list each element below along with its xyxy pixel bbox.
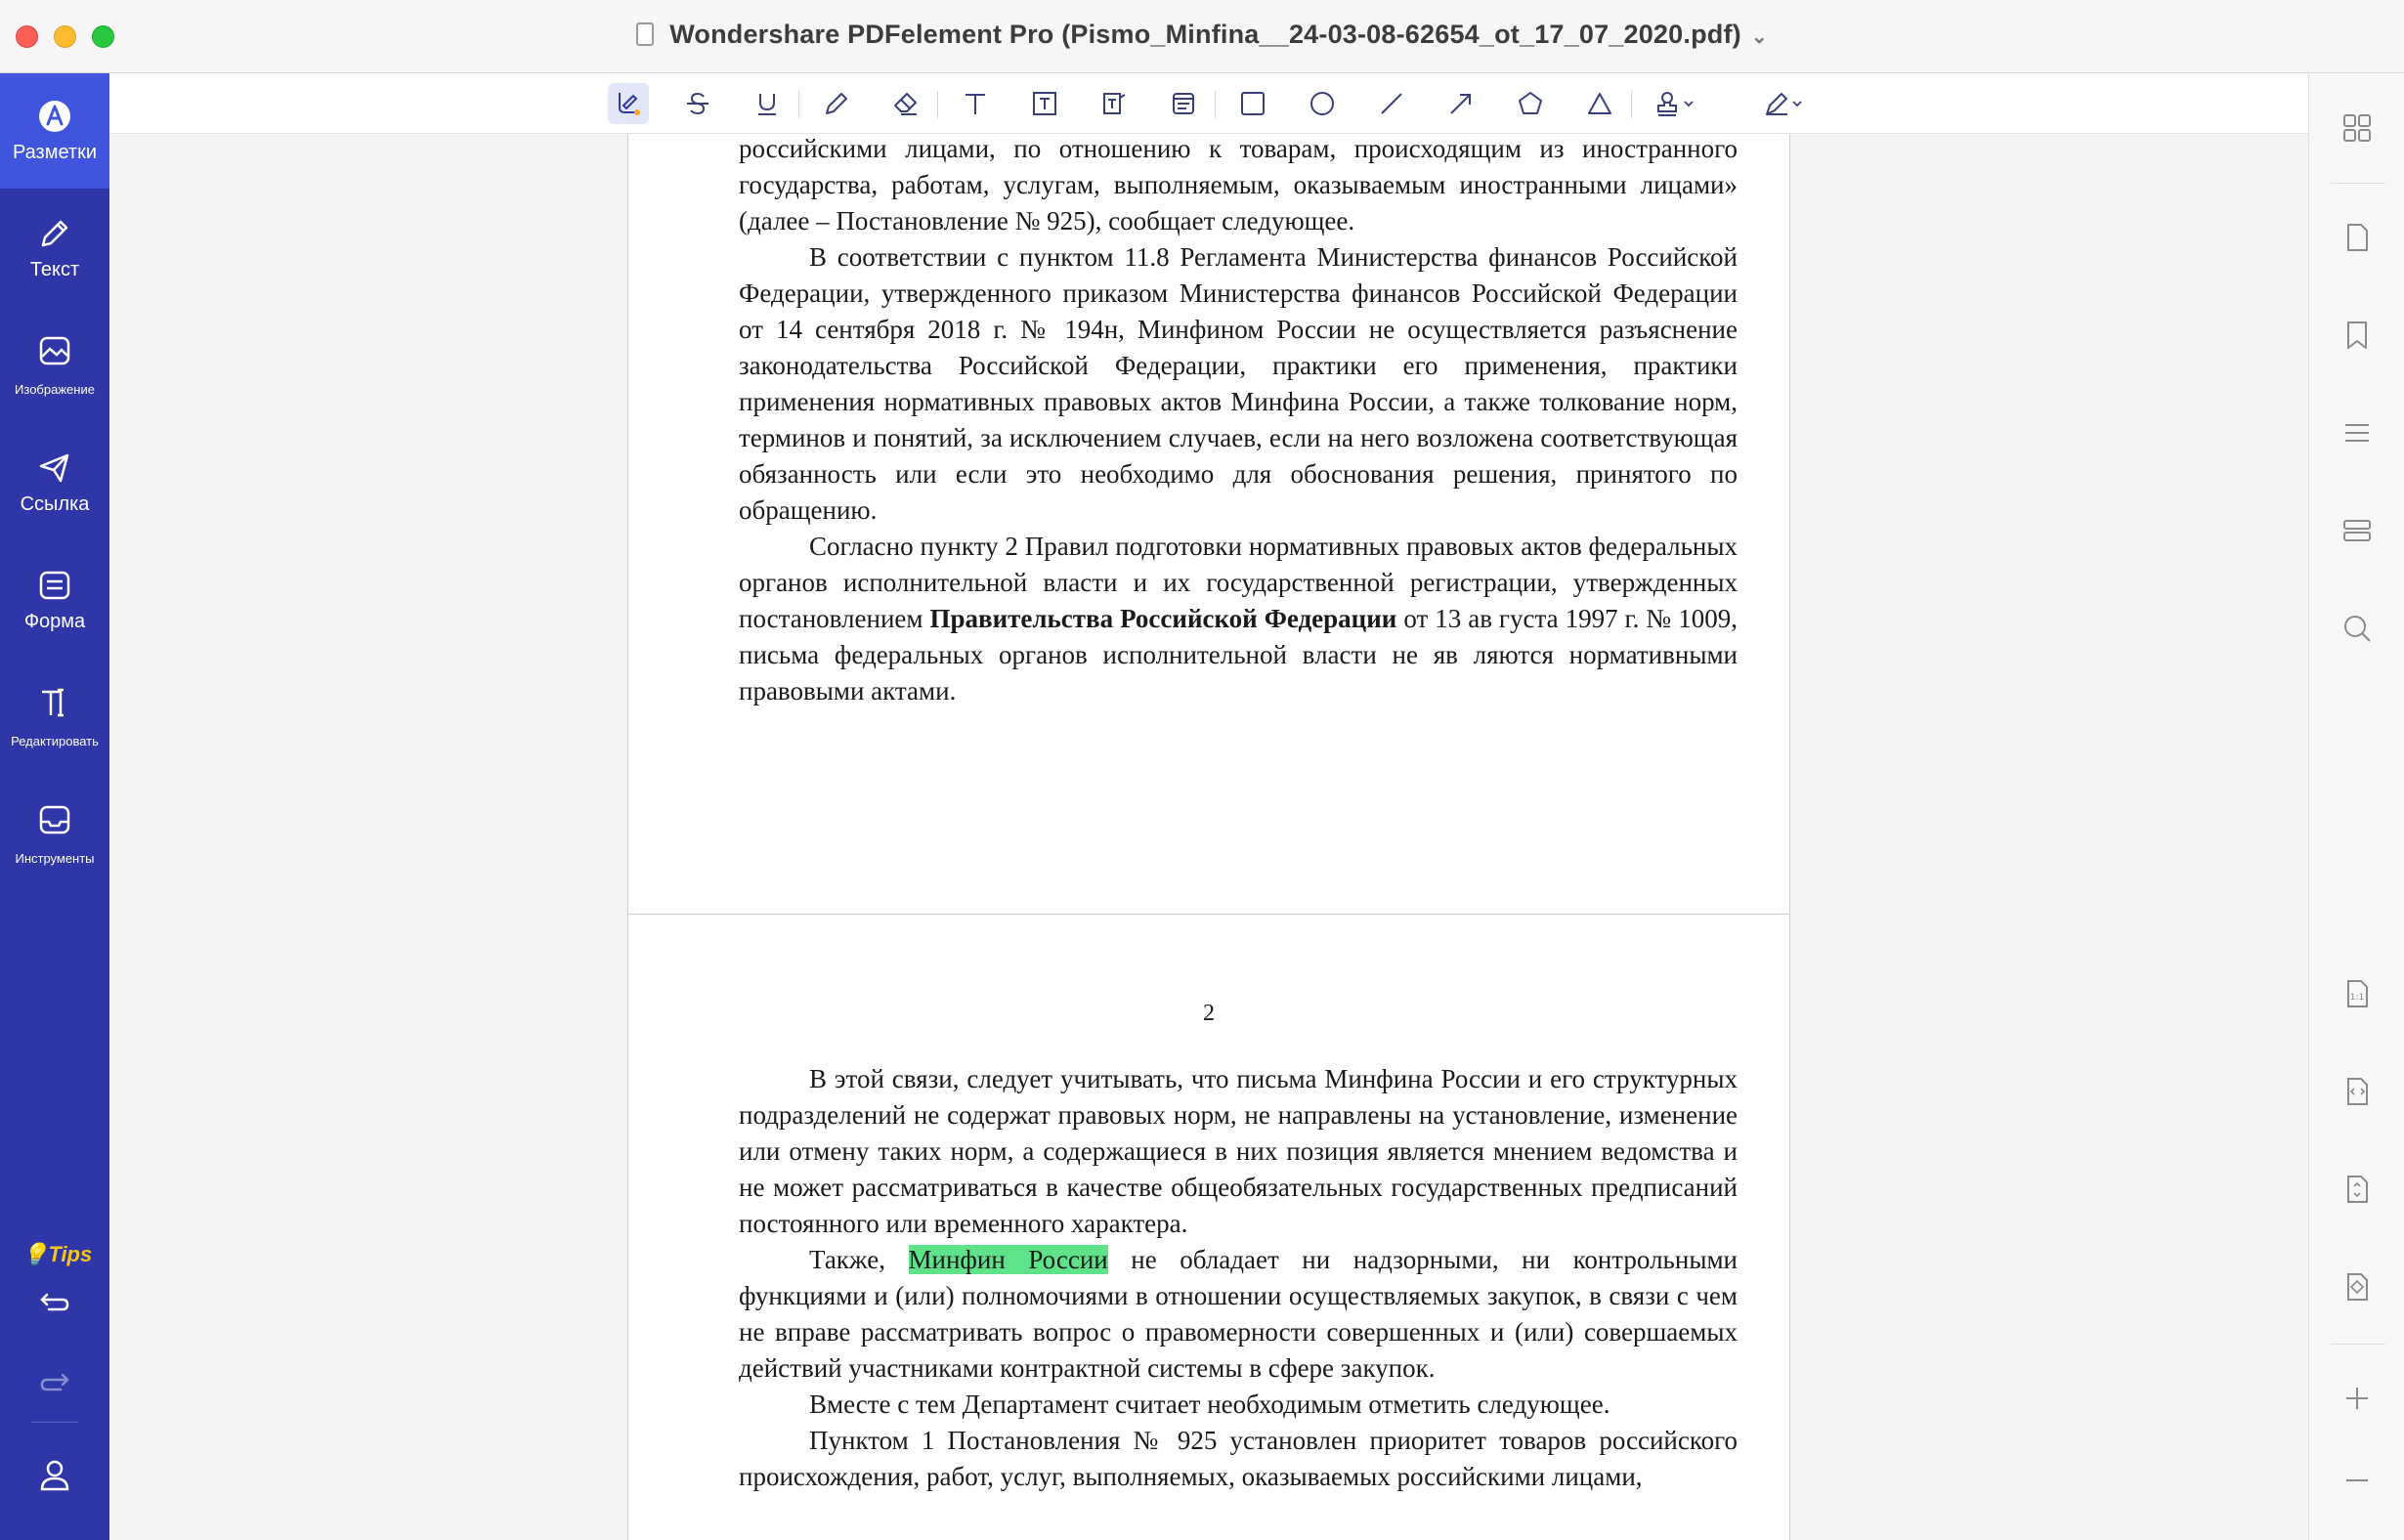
text-run: от 13 ав густа 1997 г. № 1009, письма федеральных органов исполнительной власти не яв ляются нормативными правовыми актами. <box>739 604 1738 706</box>
page-text <box>739 134 1738 709</box>
window-title <box>0 20 2404 50</box>
pencil-icon <box>37 216 72 251</box>
underline-tool[interactable] <box>747 83 788 124</box>
sidebar-item-label: Инструменты <box>15 851 95 866</box>
fit-page-icon[interactable] <box>2341 1174 2373 1205</box>
sidebar-item-label: Форма <box>23 611 86 632</box>
markup-icon <box>37 99 72 134</box>
lightbulb-icon: 💡 <box>21 1242 49 1266</box>
sidebar-item-label: Ссылка <box>20 493 90 515</box>
line-icon <box>1378 90 1405 117</box>
stamp-icon <box>1655 90 1700 117</box>
paragraph: В этой связи, следует учитывать, что письма Минфина России и его структурных подразделений не содержат правовых норм, не направлены на установление, изменение или отмену таких норм, а содержащиеся в них позиция является мнением ведомства и не может рассматриваться в качестве общеобязательных государственных предписаний постоянного или временного характера. <box>739 1064 1738 1238</box>
pentagon-tool[interactable] <box>1510 83 1551 124</box>
fit-width-icon[interactable] <box>2341 1076 2373 1107</box>
sidebar-item-edit[interactable] <box>0 660 109 775</box>
highlight-tool[interactable] <box>608 83 649 124</box>
paragraph: Пунктом 1 Постановления № 925 установлен приоритет товаров российского происхождения, работ, услуг, выполняемых, оказываемых российскими лицами, <box>739 1426 1738 1491</box>
page-number: 2 <box>1203 1001 1215 1026</box>
triangle-tool[interactable] <box>1579 83 1620 124</box>
document-canvas[interactable] <box>109 134 2308 1540</box>
tips-label: Tips <box>48 1242 93 1266</box>
eraser-tool[interactable] <box>885 83 926 124</box>
divider <box>31 1422 78 1423</box>
svg-text:1:1: 1:1 <box>2349 993 2365 1003</box>
user-account-icon[interactable] <box>37 1457 72 1492</box>
arrow-icon <box>1447 90 1475 117</box>
fit-visible-icon[interactable] <box>2341 1271 2373 1303</box>
eraser-icon <box>892 90 920 117</box>
tips-button[interactable] <box>21 1242 92 1267</box>
divider <box>937 91 938 118</box>
edit-text-icon <box>37 685 72 720</box>
text-tool[interactable] <box>955 83 996 124</box>
redo-icon[interactable] <box>37 1363 72 1398</box>
outline-list-icon[interactable] <box>2341 417 2373 449</box>
sidebar-item-tools[interactable] <box>0 777 109 892</box>
paragraph <box>739 1242 1738 1387</box>
text-run: Согласно пункту 2 Правил подготовки нормативных правовых актов федеральных органов исполнительной власти и их государственной регистрации, утвержденных постановлением <box>739 532 1738 633</box>
pentagon-icon <box>1517 90 1544 117</box>
sidebar-item-label: Текст <box>29 259 80 280</box>
pencil-tool[interactable] <box>816 83 857 124</box>
zoom-out-icon[interactable] <box>2341 1465 2373 1496</box>
triangle-icon <box>1586 90 1613 117</box>
bold-text-run: Правительства Российской Федерации <box>929 604 1397 633</box>
window-title-text: Wondershare PDFelement Pro (Pismo_Minfina__24-03-08-62654_ot_17_07_2020.pdf) <box>669 20 1741 49</box>
left-sidebar <box>0 73 109 1540</box>
strikethrough-tool[interactable] <box>677 83 718 124</box>
form-icon <box>37 568 72 603</box>
undo-icon[interactable] <box>37 1283 72 1318</box>
underline-icon <box>753 90 781 117</box>
image-icon <box>37 333 72 368</box>
page-text <box>739 1061 1738 1495</box>
divider <box>2331 183 2385 184</box>
callout-icon <box>1100 90 1128 117</box>
thumbnails-icon[interactable] <box>2341 112 2373 144</box>
fields-icon[interactable] <box>2341 515 2373 546</box>
highlight-icon <box>615 90 642 117</box>
paragraph: В соответствии с пунктом 11.8 Регламента Министерства финансов Российской Федерации, утвержденного приказом Министерства финансов Российской Федерации от 14 сентября 2018 г. № 194н, Минфином России не осуществляется разъяснение законодательства Российской Федерации, практики его применения, практики применения нормативных правовых актов Минфина России, а также толкование норм, терминов и понятий, за исключением случаев, если на него возложена соответствующая обязанность или если это необходимо для обоснования решения, принятого по обращению. <box>739 242 1738 525</box>
send-link-icon <box>37 450 72 486</box>
sidebar-item-label: Разметки <box>12 142 98 163</box>
textbox-icon <box>1031 90 1058 117</box>
callout-tool[interactable] <box>1094 83 1135 124</box>
divider <box>1631 91 1632 118</box>
search-icon[interactable] <box>2341 613 2373 644</box>
rectangle-tool[interactable] <box>1232 83 1273 124</box>
circle-tool[interactable] <box>1302 83 1343 124</box>
pencil-icon <box>823 90 850 117</box>
sidebar-item-markup[interactable] <box>0 73 109 189</box>
tools-tray-icon <box>37 802 72 837</box>
right-panel <box>2308 73 2404 1540</box>
note-icon <box>1170 90 1197 117</box>
divider <box>798 91 799 118</box>
signature-icon <box>1764 90 1809 117</box>
text-run: Также, <box>809 1245 909 1274</box>
pdf-page[interactable] <box>627 914 1790 1540</box>
paragraph: Вместе с тем Департамент считает необходимым отметить следующее. <box>809 1390 1610 1419</box>
paragraph: российскими лицами, по отношению к товарам, происходящим из иностранного государства, работам, услугам, выполняемым, оказываемым иностранными лицами» (далее – Постановление № 925), сообщает следующее. <box>739 134 1738 235</box>
sidebar-item-label: Редактировать <box>11 734 99 749</box>
sidebar-item-form[interactable] <box>0 542 109 658</box>
sidebar-item-text[interactable] <box>0 191 109 306</box>
actual-size-icon[interactable] <box>2341 978 2373 1009</box>
paragraph <box>739 529 1738 709</box>
page-icon[interactable] <box>2341 222 2373 253</box>
title-bar <box>0 0 2404 73</box>
divider <box>2331 1344 2385 1345</box>
text-run: не обладает ни надзорными, ни контрольными функциями и (или) полномочиями в отношении осуществляемых закупок, в связи с чем не вправе рассматривать вопрос о правомерности совершенных и (или) совершаемых действий участниками контрактной системы в сфере закупок. <box>739 1245 1738 1383</box>
rectangle-icon <box>1239 90 1266 117</box>
divider <box>1215 91 1216 118</box>
sidebar-item-label: Изображение <box>15 382 95 397</box>
signature-tool[interactable] <box>1757 83 1816 124</box>
stamp-tool[interactable] <box>1649 83 1707 124</box>
arrow-tool[interactable] <box>1440 83 1481 124</box>
text-icon <box>962 90 989 117</box>
highlighted-text[interactable]: Минфин России <box>908 1245 1108 1274</box>
pdf-page[interactable] <box>627 134 1790 932</box>
note-tool[interactable] <box>1163 83 1204 124</box>
zoom-in-icon[interactable] <box>2341 1383 2373 1414</box>
markup-toolbar <box>109 73 2308 134</box>
textbox-tool[interactable] <box>1024 83 1065 124</box>
document-icon <box>636 22 654 46</box>
bookmark-icon[interactable] <box>2341 320 2373 351</box>
line-tool[interactable] <box>1371 83 1412 124</box>
sidebar-item-link[interactable] <box>0 425 109 540</box>
circle-icon <box>1309 90 1336 117</box>
chevron-down-icon[interactable]: ⌄ <box>1750 26 1768 48</box>
strikethrough-icon <box>684 90 711 117</box>
sidebar-item-image[interactable] <box>0 308 109 423</box>
